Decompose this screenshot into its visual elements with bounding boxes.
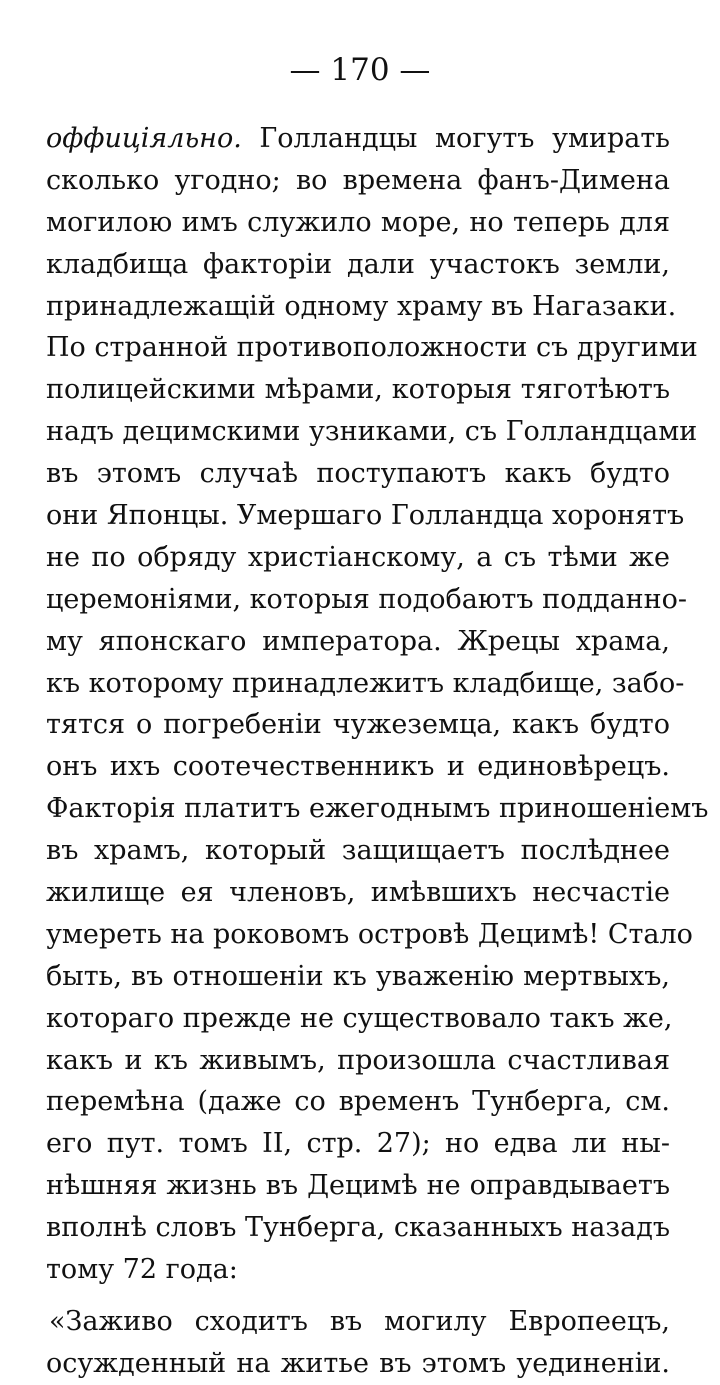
text-line: принадлежащій одному храму въ Нагазаки. <box>46 290 677 322</box>
text-line: церемоніями, которыя подобаютъ подданно- <box>46 583 688 615</box>
text-line: онъ ихъ соотечественникъ и единовѣрецъ. <box>46 751 670 783</box>
text-line: вполнѣ словъ Тунберга, сказанныхъ назадъ <box>46 1212 670 1244</box>
text-line: нѣшняя жизнь въ Децимѣ не оправдываетъ <box>46 1170 670 1202</box>
text-line: быть, въ отношеніи къ уваженію мертвыхъ, <box>46 960 670 992</box>
text-line: въ этомъ случаѣ поступаютъ какъ будто <box>46 458 670 490</box>
page-number: — 170 — <box>289 52 431 88</box>
text-line: надъ децимскими узниками, съ Голландцами <box>46 416 698 448</box>
text-line: кладбища факторіи дали участокъ земли, <box>46 248 670 280</box>
text-line: перемѣна (даже со временъ Тунберга, см. <box>46 1086 670 1118</box>
text-line: полицейскими мѣрами, которыя тяготѣютъ <box>46 374 670 406</box>
italic-word: оффиціяльно. <box>46 123 242 154</box>
text-line: тятся о погребеніи чужеземца, какъ будто <box>46 709 670 741</box>
paragraph-1 <box>46 118 709 1291</box>
text-line: тому 72 года: <box>46 1254 238 1286</box>
text-line <box>46 118 670 160</box>
text-line: могилою имъ служило море, но теперь для <box>46 206 670 238</box>
text-line: къ которому принадлежитъ кладбище, забо- <box>46 667 685 699</box>
text-line: По странной противоположности съ другими <box>46 332 698 364</box>
text-line: не по обряду христіанскому, а съ тѣми же <box>46 541 670 573</box>
text-line: котораго прежде не существовало такъ же, <box>46 1002 673 1034</box>
text-line: въ храмъ, который защищаетъ послѣднее <box>46 835 670 867</box>
line-rest: Голландцы могутъ умирать <box>241 123 670 154</box>
text-line: умереть на роковомъ островѣ Децимѣ! Стало <box>46 918 693 950</box>
text-line: «Заживо сходитъ въ могилу Европеецъ, <box>49 1305 670 1337</box>
text-line: Факторія платитъ ежегоднымъ приношеніемъ <box>46 793 709 825</box>
text-line: му японскаго императора. Жрецы храма, <box>46 625 670 657</box>
text-line: сколько угодно; во времена фанъ-Димена <box>46 164 670 196</box>
text-line: осужденный на житье въ этомъ уединеніи. <box>46 1347 670 1379</box>
text-line: они Японцы. Умершаго Голландца хоронятъ <box>46 500 685 532</box>
paragraph-gap <box>46 1291 670 1301</box>
body-text <box>46 118 709 1385</box>
text-line: его пут. томъ II, стр. 27); но едва ли ны- <box>46 1128 670 1160</box>
paragraph-2 <box>46 1301 670 1385</box>
text-line: какъ и къ живымъ, произошла счастливая <box>46 1044 670 1076</box>
text-line: жилище ея членовъ, имѣвшихъ несчастіе <box>46 877 670 909</box>
